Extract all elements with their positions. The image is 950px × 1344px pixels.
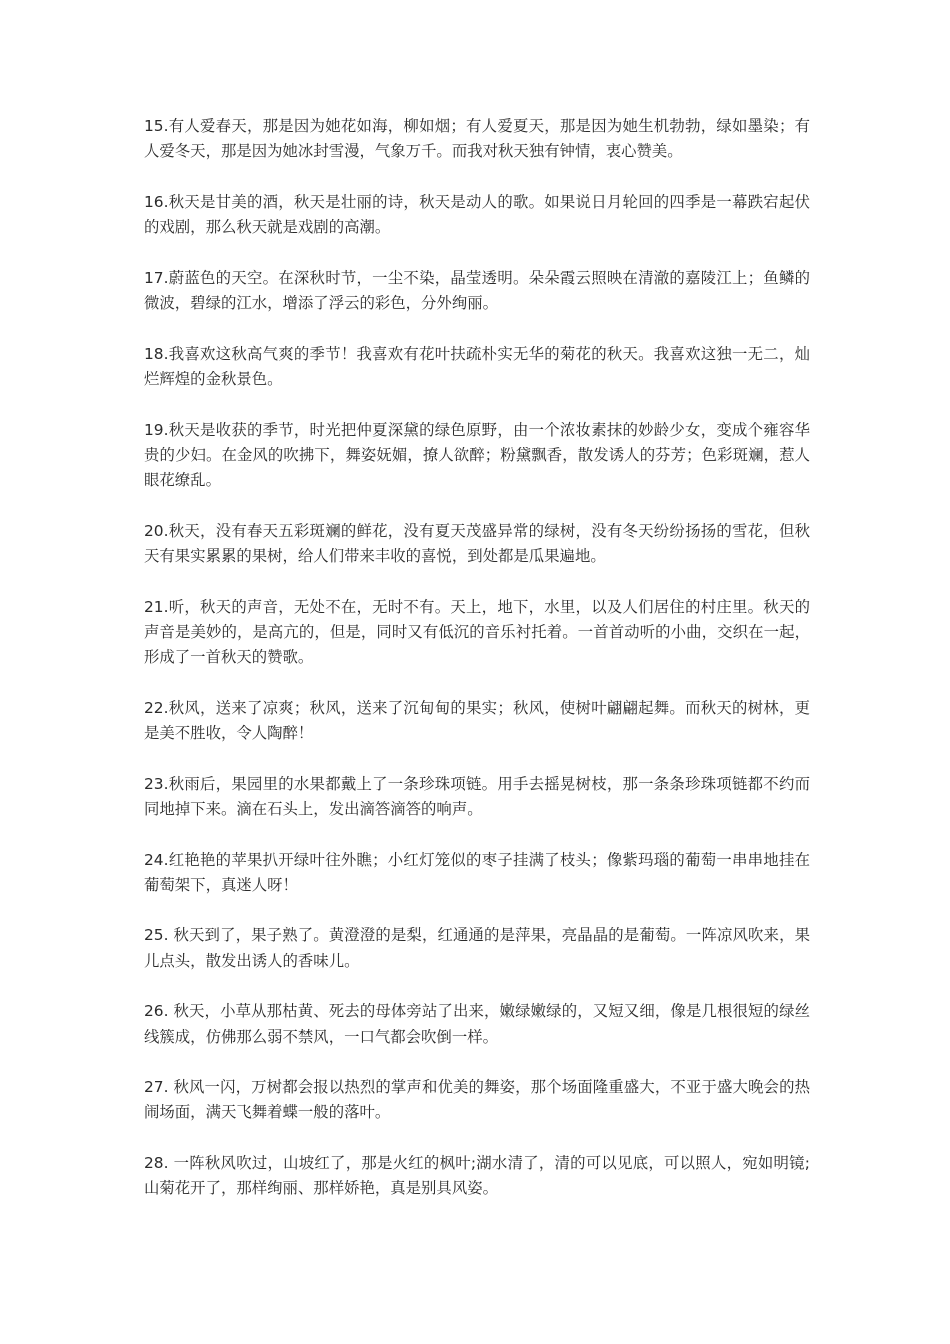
paragraph-18: 18.我喜欢这秋高气爽的季节！我喜欢有花叶扶疏朴实无华的菊花的秋天。我喜欢这独一无二，灿烂辉煌的金秋景色。 [144, 344, 810, 388]
paragraph-15: 15.有人爱春天，那是因为她花如海，柳如烟；有人爱夏天，那是因为她生机勃勃，绿如墨染；有人爱冬天，那是因为她冰封雪漫，气象万千。而我对秋天独有钟情，衷心赞美。 [144, 117, 810, 161]
paragraph-25: 25. 秋天到了，果子熟了。黄澄澄的是梨，红通通的是萍果，亮晶晶的是葡萄。一阵凉风吹来，果儿点头，散发出诱人的香味儿。 [144, 926, 810, 970]
paragraph-27: 27. 秋风一闪，万树都会报以热烈的掌声和优美的舞姿，那个场面隆重盛大，不亚于盛大晚会的热闹场面，满天飞舞着蝶一般的落叶。 [144, 1078, 810, 1122]
paragraph-17: 17.蔚蓝色的天空。在深秋时节，一尘不染，晶莹透明。朵朵霞云照映在清澈的嘉陵江上；鱼鳞的微波，碧绿的江水，增添了浮云的彩色，分外绚丽。 [144, 268, 810, 313]
paragraph-22: 22.秋风，送来了凉爽；秋风，送来了沉甸甸的果实；秋风，使树叶翩翩起舞。而秋天的树林，更是美不胜收，令人陶醉！ [144, 698, 810, 742]
paragraph-20: 20.秋天，没有春天五彩斑斓的鲜花，没有夏天茂盛异常的绿树，没有冬天纷纷扬扬的雪花，但秋天有果实累累的果树，给人们带来丰收的喜悦，到处都是瓜果遍地。 [144, 521, 810, 565]
paragraph-19: 19.秋天是收获的季节，时光把仲夏深黛的绿色原野，由一个浓妆素抹的妙龄少女，变成个雍容华贵的少妇。在金风的吹拂下，舞姿妩媚，撩人欲醉；粉黛飘香，散发诱人的芬芳；色彩斑斓，惹人眼花缭乱。 [144, 420, 810, 490]
paragraph-24: 24.红艳艳的苹果扒开绿叶往外瞧；小红灯笼似的枣子挂满了枝头；像紫玛瑙的葡萄一串串地挂在葡萄架下，真迷人呀！ [144, 850, 810, 894]
paragraph-28: 28. 一阵秋风吹过，山坡红了，那是火红的枫叶;湖水清了，清的可以见底，可以照人，宛如明镜;山菊花开了，那样绚丽、那样娇艳，真是别具风姿。 [144, 1154, 810, 1198]
paragraph-23: 23.秋雨后，果园里的水果都戴上了一条珍珠项链。用手去摇晃树枝，那一条条珍珠项链都不约而同地掉下来。滴在石头上，发出滴答滴答的响声。 [144, 774, 810, 818]
paragraph-21: 21.听，秋天的声音，无处不在，无时不有。天上，地下，水里，以及人们居住的村庄里。秋天的声音是美妙的，是高亢的，但是，同时又有低沉的音乐衬托着。一首首动听的小曲，交织在一起，形成了一首秋天的赞歌。 [144, 597, 810, 667]
document-body [144, 114, 810, 1227]
paragraph-26: 26. 秋天，小草从那枯黄、死去的母体旁站了出来，嫩绿嫩绿的，又短又细，像是几根很短的绿丝线簇成，仿佛那么弱不禁风，一口气都会吹倒一样。 [144, 1002, 810, 1046]
paragraph-16: 16.秋天是甘美的酒，秋天是壮丽的诗，秋天是动人的歌。如果说日月轮回的四季是一幕跌宕起伏的戏剧，那么秋天就是戏剧的高潮。 [144, 192, 810, 237]
